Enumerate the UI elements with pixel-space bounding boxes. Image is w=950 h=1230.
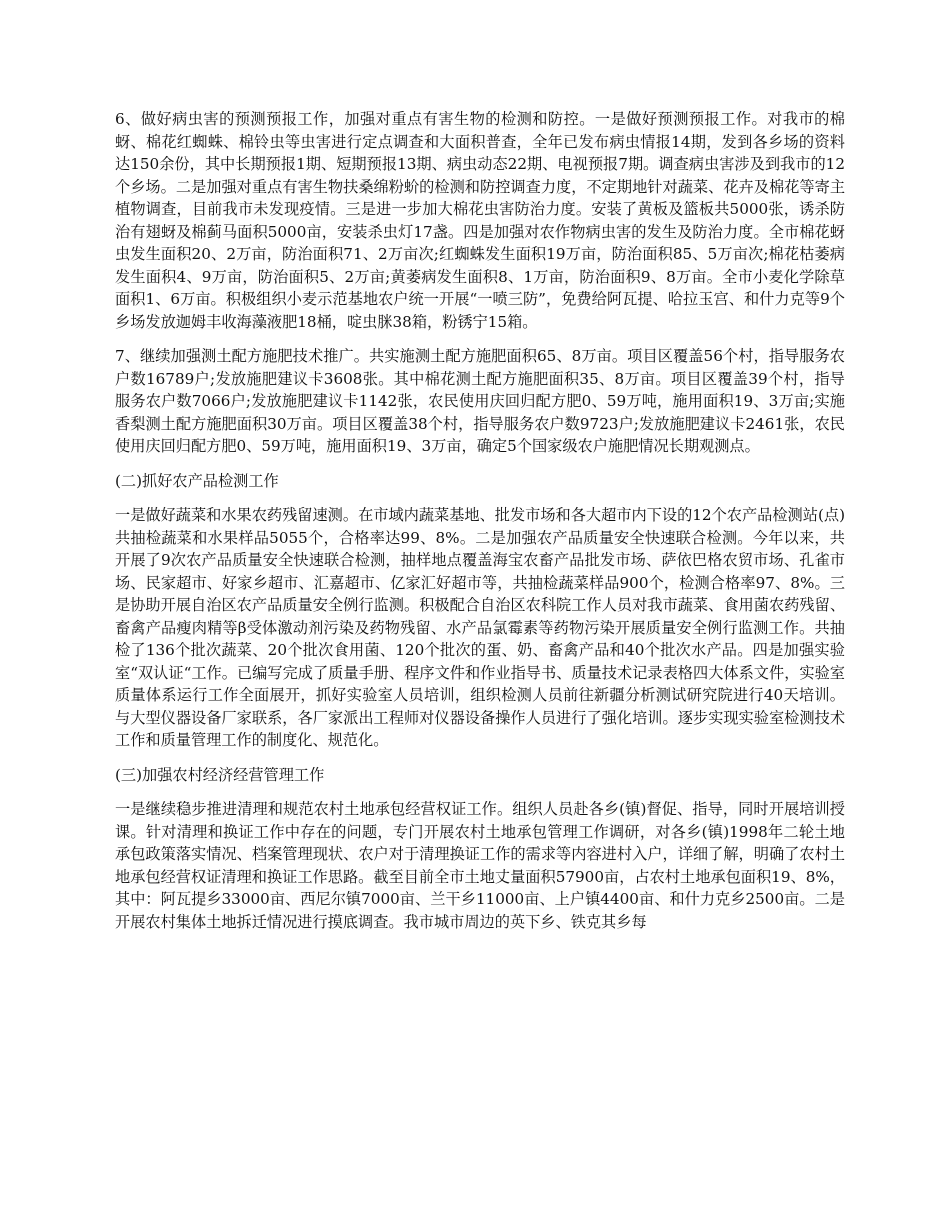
paragraph-rural-economy: 一是继续稳步推进清理和规范农村土地承包经营权证工作。组织人员赴各乡(镇)督促、指导，同时开展培训授课。针对清理和换证工作中存在的问题，专门开展农村土地承包管理工作调研，对各乡(镇)1998年二轮土地承包政策落实情况、档案管理现状、农户对于清理换证工作的需求等内容进村入户，详细了解，明确了农村土地承包经营权证清理和换证工作思路。截至目前全市土地丈量面积57900亩，占农村土地承包面积19、8%，其中：阿瓦提乡33000亩、西尼尔镇7000亩、兰干乡11000亩、上户镇4400亩、和什力克乡2500亩。二是开展农村集体土地拆迁情况进行摸底调查。我市城市周边的英下乡、铁克其乡每 bbox=[115, 800, 845, 931]
section-heading-rural-economy: (三)加强农村经济经营管理工作 bbox=[115, 765, 325, 784]
document-page bbox=[115, 108, 845, 945]
paragraph-pest-forecast: 6、做好病虫害的预测预报工作，加强对重点有害生物的检测和防控。一是做好预测预报工作。对我市的棉蚜、棉花红蜘蛛、棉铃虫等虫害进行定点调查和大面积普查，全年已发布病虫情报14期，发到各乡场的资料达150余份，其中长期预报1期、短期预报13期、病虫动态22期、电视预报7期。调查病虫害涉及到我市的12个乡场。二是加强对重点有害生物扶桑绵粉蚧的检测和防控调查力度，不定期地针对蔬菜、花卉及棉花等寄主植物调查，目前我市未发现疫情。三是进一步加大棉花虫害防治力度。安装了黄板及篮板共5000张，诱杀防治有翅蚜及棉蓟马面积5000亩，安装杀虫灯17盏。四是加强对农作物病虫害的发生及防治力度。全市棉花蚜虫发生面积20、2万亩，防治面积71、2万亩次;红蜘蛛发生面积19万亩，防治面积85、5万亩次;棉花枯萎病发生面积4、9万亩，防治面积5、2万亩;黄萎病发生面积8、1万亩，防治面积9、8万亩。全市小麦化学除草面积1、6万亩。积极组织小麦示范基地农户统一开展“一喷三防”，免费给阿瓦提、哈拉玉宫、和什力克等9个乡场发放迦姆丰收海藻液肥18桶，啶虫脒38箱，粉锈宁15箱。 bbox=[115, 110, 845, 331]
section-heading-product-testing: (二)抓好农产品检测工作 bbox=[115, 471, 279, 490]
paragraph-soil-fertilizer: 7、继续加强测土配方施肥技术推广。共实施测土配方施肥面积65、8万亩。项目区覆盖56个村，指导服务农户数16789户;发放施肥建议卡3608张。其中棉花测土配方施肥面积35、8万亩。项目区覆盖39个村，指导服务农户数7066户;发放施肥建议卡1142张，农民使用庆回归配方肥0、59万吨，施用面积19、3万亩;实施香梨测土配方施肥面积30万亩。项目区覆盖38个村，指导服务农户数9723户;发放施肥建议卡2461张，农民使用庆回归配方肥0、59万吨，施用面积19、3万亩，确定5个国家级农户施肥情况长期观测点。 bbox=[115, 347, 845, 455]
paragraph-product-testing: 一是做好蔬菜和水果农药残留速测。在市域内蔬菜基地、批发市场和各大超市内下设的12个农产品检测站(点)共抽检蔬菜和水果样品5055个，合格率达99、8%。二是加强农产品质量安全快速联合检测。今年以来，共开展了9次农产品质量安全快速联合检测，抽样地点覆盖海宝农畜产品批发市场、萨依巴格农贸市场、孔雀市场、民家超市、好家乡超市、汇嘉超市、亿家汇好超市等，共抽检蔬菜样品900个，检测合格率97、8%。三是协助开展自治区农产品质量安全例行监测。积极配合自治区农科院工作人员对我市蔬菜、食用菌农药残留、畜禽产品瘦肉精等β受体激动剂污染及药物残留、水产品氯霉素等药物污染开展质量安全例行监测工作。共抽检了136个批次蔬菜、20个批次食用菌、120个批次的蛋、奶、畜禽产品和40个批次水产品。四是加强实验室“双认证“工作。已编写完成了质量手册、程序文件和作业指导书、质量技术记录表格四大体系文件，实验室质量体系运行工作全面展开，抓好实验室人员培训，组织检测人员前往新疆分析测试研究院进行40天培训。与大型仪器设备厂家联系，各厂家派出工程师对仪器设备操作人员进行了强化培训。逐步实现实验室检测技术工作和质量管理工作的制度化、规范化。 bbox=[115, 506, 845, 749]
